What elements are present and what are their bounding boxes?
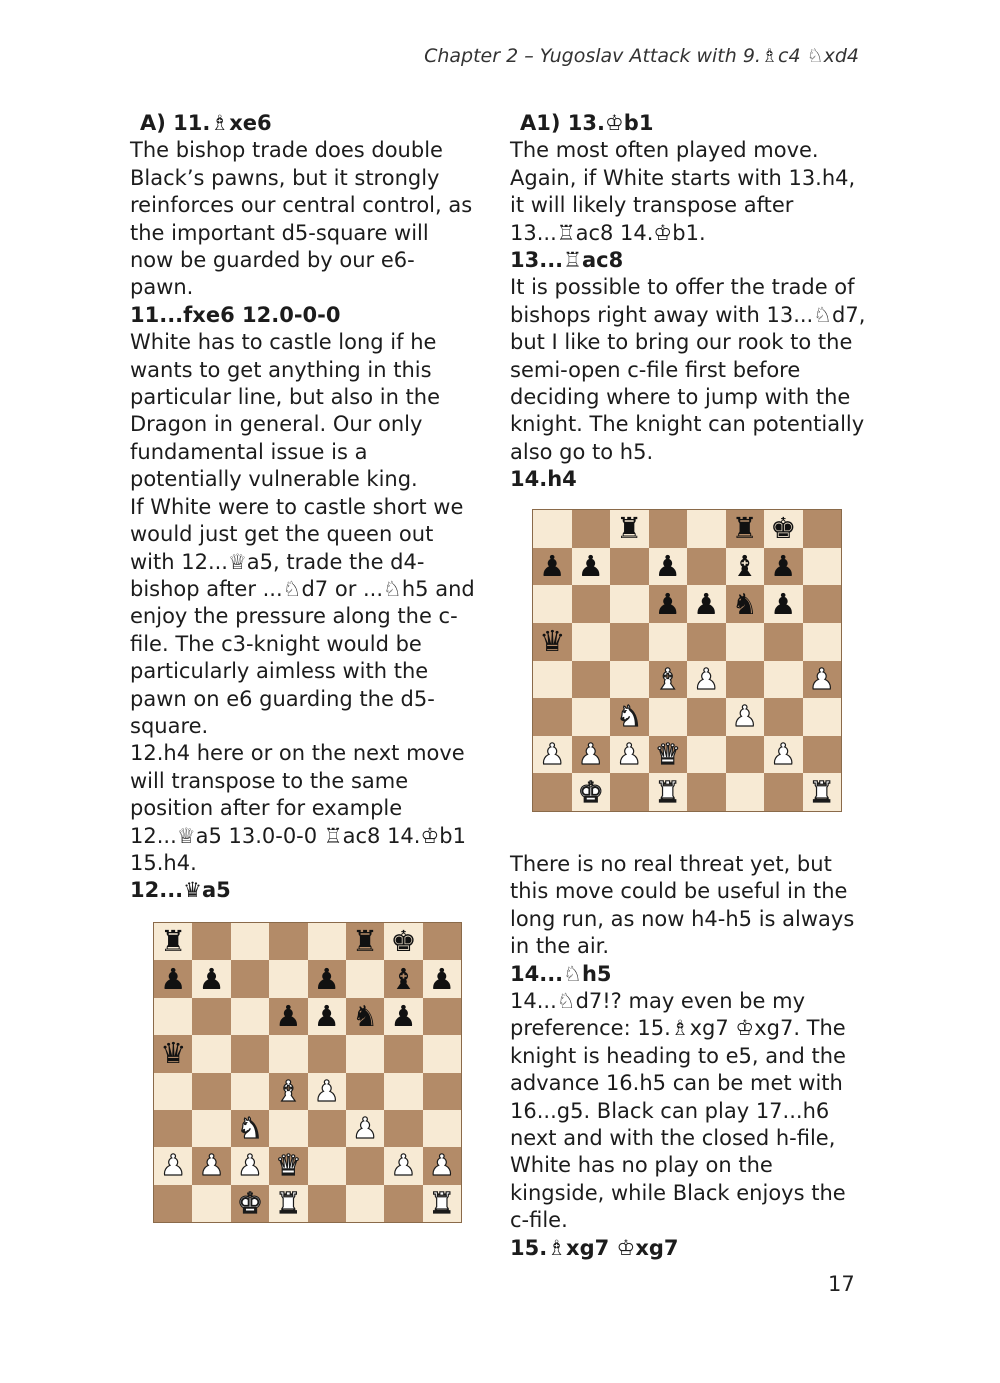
- square-g1: [764, 773, 803, 811]
- square-f7: [346, 960, 384, 997]
- white-pawn-icon: ♟: [352, 1111, 379, 1146]
- square-h8: [803, 510, 842, 548]
- move-line: 12...♛a5: [130, 878, 231, 903]
- white-rook-icon: ♜: [275, 1185, 302, 1220]
- black-pawn-icon: ♟: [390, 998, 417, 1033]
- black-rook-icon: ♜: [731, 511, 758, 546]
- move-line: 14...♘h5: [510, 961, 612, 986]
- square-g3: [764, 698, 803, 736]
- black-rook-icon: ♜: [352, 924, 379, 959]
- square-d5: [649, 623, 688, 661]
- black-pawn-icon: ♟: [654, 548, 681, 583]
- square-h5: [423, 1035, 461, 1072]
- square-g4: [764, 661, 803, 699]
- move-line: 11...fxe6 12.0-0-0: [130, 302, 341, 327]
- black-pawn-icon: ♟: [577, 548, 604, 583]
- white-pawn-icon: ♟: [390, 1148, 417, 1183]
- square-g8: [764, 510, 803, 548]
- black-pawn-icon: ♟: [275, 998, 302, 1033]
- square-c5: [610, 623, 649, 661]
- square-g5: [764, 623, 803, 661]
- white-pawn-icon: ♟: [693, 661, 720, 696]
- square-a4: [533, 661, 572, 699]
- black-pawn-icon: ♟: [693, 586, 720, 621]
- square-f5: [726, 623, 765, 661]
- black-queen-icon: ♛: [160, 1036, 187, 1071]
- white-pawn-icon: ♟: [160, 1148, 187, 1183]
- square-f1: [726, 773, 765, 811]
- square-a7: [533, 548, 572, 586]
- black-pawn-icon: ♟: [654, 586, 681, 621]
- black-pawn-icon: ♟: [160, 961, 187, 996]
- square-a8: [154, 923, 192, 960]
- square-c8: [610, 510, 649, 548]
- square-f3: [346, 1110, 384, 1147]
- square-c3: [231, 1110, 269, 1147]
- square-c4: [231, 1073, 269, 1110]
- square-a5: [533, 623, 572, 661]
- square-h3: [423, 1110, 461, 1147]
- black-pawn-icon: ♟: [539, 548, 566, 583]
- square-a7: [154, 960, 192, 997]
- square-h1: [803, 773, 842, 811]
- black-knight-icon: ♞: [731, 586, 758, 621]
- square-c6: [610, 585, 649, 623]
- square-h4: [423, 1073, 461, 1110]
- square-d6: [269, 998, 307, 1035]
- square-f8: [726, 510, 765, 548]
- chess-diagram-after-12-qa5: [153, 922, 462, 1223]
- black-pawn-icon: ♟: [770, 586, 797, 621]
- square-d6: [649, 585, 688, 623]
- paragraph: The bishop trade does double Black’s pawns, but it strongly reinforces our central control, as the important d5-square will now be guarded by our e6-pawn.: [130, 138, 473, 300]
- square-a2: [154, 1147, 192, 1184]
- square-g4: [384, 1073, 422, 1110]
- square-f7: [726, 548, 765, 586]
- square-g7: [764, 548, 803, 586]
- square-c6: [231, 998, 269, 1035]
- paragraph: 12.h4 here or on the next move will transpose to the same position after for example 12...♕a5 13.0-0-0 ♖ac8 14.♔b1 15.h4.: [130, 741, 466, 875]
- square-e5: [308, 1035, 346, 1072]
- square-a6: [154, 998, 192, 1035]
- black-rook-icon: ♜: [160, 924, 187, 959]
- square-c8: [231, 923, 269, 960]
- square-h5: [803, 623, 842, 661]
- square-e3: [687, 698, 726, 736]
- square-c4: [610, 661, 649, 699]
- square-a3: [533, 698, 572, 736]
- square-d8: [269, 923, 307, 960]
- square-e3: [308, 1110, 346, 1147]
- square-a3: [154, 1110, 192, 1147]
- black-knight-icon: ♞: [352, 998, 379, 1033]
- square-e6: [308, 998, 346, 1035]
- square-h6: [803, 585, 842, 623]
- right-column: [510, 110, 870, 1260]
- square-b6: [572, 585, 611, 623]
- move-line: 14.h4: [510, 467, 577, 492]
- white-queen-icon: ♛: [275, 1148, 302, 1183]
- white-rook-icon: ♜: [654, 774, 681, 809]
- black-pawn-icon: ♟: [770, 548, 797, 583]
- square-c3: [610, 698, 649, 736]
- square-f2: [726, 736, 765, 774]
- square-h8: [423, 923, 461, 960]
- square-c7: [231, 960, 269, 997]
- square-e1: [687, 773, 726, 811]
- square-h2: [803, 736, 842, 774]
- square-g7: [384, 960, 422, 997]
- white-pawn-icon: ♟: [616, 737, 643, 772]
- square-b4: [572, 661, 611, 699]
- black-pawn-icon: ♟: [313, 961, 340, 996]
- square-f4: [346, 1073, 384, 1110]
- left-column: [130, 110, 475, 905]
- square-b5: [192, 1035, 230, 1072]
- square-c5: [231, 1035, 269, 1072]
- square-d1: [649, 773, 688, 811]
- square-e5: [687, 623, 726, 661]
- square-b6: [192, 998, 230, 1035]
- white-knight-icon: ♞: [616, 699, 643, 734]
- square-g8: [384, 923, 422, 960]
- square-b8: [572, 510, 611, 548]
- square-b5: [572, 623, 611, 661]
- square-g5: [384, 1035, 422, 1072]
- square-d5: [269, 1035, 307, 1072]
- square-h7: [423, 960, 461, 997]
- square-e7: [308, 960, 346, 997]
- white-pawn-icon: ♟: [731, 699, 758, 734]
- white-queen-icon: ♛: [654, 737, 681, 772]
- square-d4: [649, 661, 688, 699]
- square-d7: [649, 548, 688, 586]
- black-rook-icon: ♜: [616, 511, 643, 546]
- square-e1: [308, 1185, 346, 1222]
- square-b2: [192, 1147, 230, 1184]
- square-e2: [308, 1147, 346, 1184]
- square-e4: [308, 1073, 346, 1110]
- square-a6: [533, 585, 572, 623]
- square-c1: [610, 773, 649, 811]
- square-b8: [192, 923, 230, 960]
- square-d3: [649, 698, 688, 736]
- square-a1: [154, 1185, 192, 1222]
- square-b2: [572, 736, 611, 774]
- paragraph: It is possible to offer the trade of bishops right away with 13...♘d7, but I like to bring our rook to the semi-open c-file first before deciding where to jump with the knight. The knight can potentially also go to h5.: [510, 275, 866, 464]
- right-column-top: [510, 110, 870, 494]
- square-h6: [423, 998, 461, 1035]
- paragraph: There is no real threat yet, but this move could be useful in the long run, as now h4-h5 is always in the air.: [510, 852, 855, 959]
- square-c7: [610, 548, 649, 586]
- black-king-icon: ♚: [770, 511, 797, 546]
- white-king-icon: ♚: [236, 1185, 263, 1220]
- square-e6: [687, 585, 726, 623]
- square-h1: [423, 1185, 461, 1222]
- white-pawn-icon: ♟: [313, 1073, 340, 1108]
- square-g1: [384, 1185, 422, 1222]
- white-pawn-icon: ♟: [808, 661, 835, 696]
- white-rook-icon: ♜: [428, 1185, 455, 1220]
- paragraph: The most often played move. Again, if White starts with 13.h4, it will likely transpose after 13...♖ac8 14.♔b1.: [510, 138, 856, 245]
- paragraph: 14...♘d7!? may even be my preference: 15.♗xg7 ♔xg7. The knight is heading to e5, and the advance 16.h5 can be met with 16...g5. Black can play 17...h6 next and with the closed h-file, White has no play on the kingside, while Black enjoys the c-file.: [510, 989, 846, 1233]
- square-h2: [423, 1147, 461, 1184]
- square-b1: [192, 1185, 230, 1222]
- square-e8: [308, 923, 346, 960]
- white-bishop-icon: ♝: [654, 661, 681, 696]
- square-d2: [269, 1147, 307, 1184]
- square-g6: [384, 998, 422, 1035]
- square-e8: [687, 510, 726, 548]
- square-c1: [231, 1185, 269, 1222]
- square-b3: [192, 1110, 230, 1147]
- square-b7: [192, 960, 230, 997]
- square-d8: [649, 510, 688, 548]
- square-f5: [346, 1035, 384, 1072]
- black-pawn-icon: ♟: [313, 998, 340, 1033]
- white-pawn-icon: ♟: [577, 737, 604, 772]
- square-h3: [803, 698, 842, 736]
- move-line: 15.♗xg7 ♔xg7: [510, 1235, 679, 1260]
- square-b1: [572, 773, 611, 811]
- square-a5: [154, 1035, 192, 1072]
- white-pawn-icon: ♟: [198, 1148, 225, 1183]
- black-king-icon: ♚: [390, 924, 417, 959]
- square-h7: [803, 548, 842, 586]
- white-pawn-icon: ♟: [236, 1148, 263, 1183]
- black-pawn-icon: ♟: [198, 961, 225, 996]
- white-pawn-icon: ♟: [539, 737, 566, 772]
- square-c2: [231, 1147, 269, 1184]
- white-pawn-icon: ♟: [770, 737, 797, 772]
- square-e4: [687, 661, 726, 699]
- chess-diagram-after-14-h4: [532, 509, 842, 812]
- right-column-bottom: [510, 851, 870, 1262]
- square-f8: [346, 923, 384, 960]
- black-queen-icon: ♛: [539, 624, 566, 659]
- square-f4: [726, 661, 765, 699]
- square-a2: [533, 736, 572, 774]
- square-c2: [610, 736, 649, 774]
- square-b4: [192, 1073, 230, 1110]
- section-heading: A) 11.♗xe6: [140, 111, 272, 135]
- square-d1: [269, 1185, 307, 1222]
- square-g2: [384, 1147, 422, 1184]
- square-g2: [764, 736, 803, 774]
- black-bishop-icon: ♝: [731, 548, 758, 583]
- white-rook-icon: ♜: [808, 774, 835, 809]
- square-a1: [533, 773, 572, 811]
- page-number: 17: [828, 1272, 855, 1296]
- white-king-icon: ♚: [577, 774, 604, 809]
- square-b7: [572, 548, 611, 586]
- square-h4: [803, 661, 842, 699]
- square-d4: [269, 1073, 307, 1110]
- paragraph: White has to castle long if he wants to get anything in this particular line, but also in the Dragon in general. Our only fundamental issue is a potentially vulnerable king.: [130, 330, 441, 492]
- white-bishop-icon: ♝: [275, 1073, 302, 1108]
- paragraph: If White were to castle short we would just get the queen out with 12...♕a5, trade the d4-bishop after ...♘d7 or ...♘h5 and enjoy the pressure along the c-file. The c3-knight would be particularly aimless with the pawn on e6 guarding the d5-square.: [130, 494, 475, 738]
- square-e7: [687, 548, 726, 586]
- square-d3: [269, 1110, 307, 1147]
- square-f6: [346, 998, 384, 1035]
- square-d7: [269, 960, 307, 997]
- square-g6: [764, 585, 803, 623]
- black-bishop-icon: ♝: [390, 961, 417, 996]
- square-g3: [384, 1110, 422, 1147]
- square-f6: [726, 585, 765, 623]
- square-f2: [346, 1147, 384, 1184]
- section-heading: A1) 13.♔b1: [520, 111, 654, 135]
- square-d2: [649, 736, 688, 774]
- running-header: Chapter 2 – Yugoslav Attack with 9.♗c4 ♘xd4: [424, 45, 859, 67]
- black-pawn-icon: ♟: [428, 961, 455, 996]
- square-f1: [346, 1185, 384, 1222]
- square-e2: [687, 736, 726, 774]
- move-line: 13...♖ac8: [510, 248, 624, 273]
- square-a8: [533, 510, 572, 548]
- white-knight-icon: ♞: [236, 1111, 263, 1146]
- square-f3: [726, 698, 765, 736]
- square-b3: [572, 698, 611, 736]
- square-a4: [154, 1073, 192, 1110]
- white-pawn-icon: ♟: [428, 1148, 455, 1183]
